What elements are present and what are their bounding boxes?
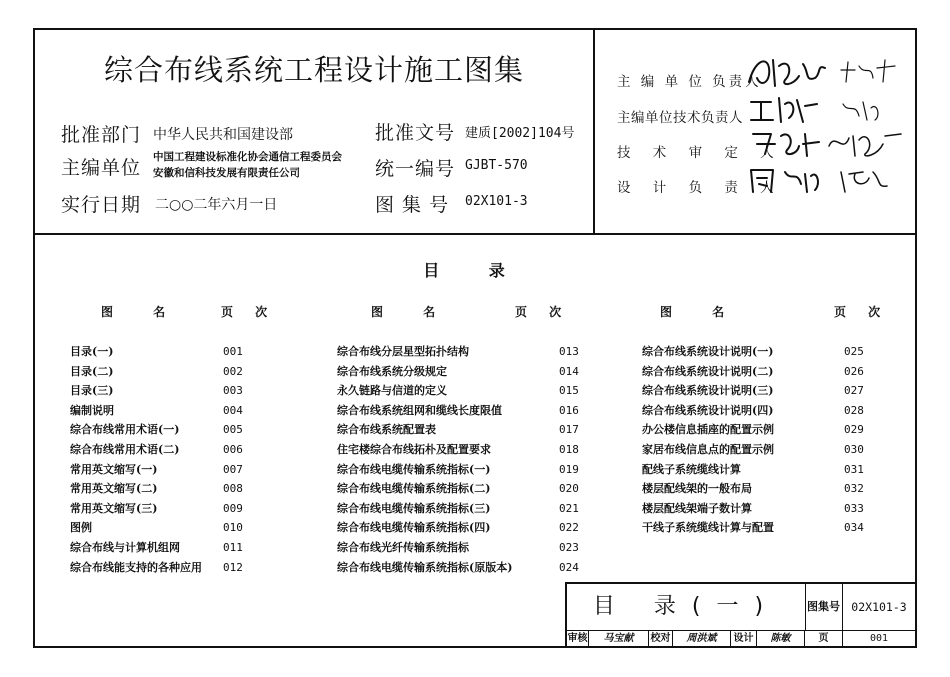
toc-entry[interactable] bbox=[337, 538, 579, 558]
toc-entry[interactable] bbox=[642, 499, 882, 519]
toc-entry[interactable] bbox=[337, 362, 579, 382]
toc-entry[interactable] bbox=[70, 460, 270, 480]
designer-signature: 陈敏 bbox=[757, 631, 805, 647]
toc-entry-page: 032 bbox=[844, 482, 864, 496]
toc-entry-page: 008 bbox=[223, 482, 243, 496]
col1-name-header: 图 名 bbox=[101, 305, 184, 319]
toc-entry[interactable] bbox=[70, 401, 270, 421]
toc-entry-page: 009 bbox=[223, 501, 243, 515]
toc-entry-page: 006 bbox=[223, 442, 243, 456]
atlas-no-label: 图 集 号 bbox=[375, 194, 450, 216]
toc-entry-title: 综合布线常用术语(二) bbox=[70, 442, 180, 456]
sheet-name: 目 录(一) bbox=[567, 584, 806, 630]
toc-entry-page: 023 bbox=[559, 540, 579, 554]
signature-chief-unit-lead bbox=[745, 52, 905, 92]
toc-entry[interactable] bbox=[70, 362, 270, 382]
col3-page-header: 页 次 bbox=[834, 305, 890, 319]
toc-entry-title: 常用英文缩写(二) bbox=[70, 482, 158, 496]
toc-entry-title: 综合布线电缆传输系统指标(三) bbox=[337, 501, 491, 515]
toc-entry-title: 常用英文缩写(一) bbox=[70, 462, 158, 476]
toc-entry-title: 综合布线能支持的各种应用 bbox=[70, 560, 202, 574]
toc-entry-title: 综合布线系统分级规定 bbox=[337, 364, 447, 378]
toc-entry[interactable] bbox=[642, 342, 882, 362]
toc-column-1 bbox=[70, 342, 270, 577]
toc-entry-title: 综合布线电缆传输系统指标(一) bbox=[337, 462, 491, 476]
toc-entry-title: 综合布线与计算机组网 bbox=[70, 540, 180, 554]
toc-entry[interactable] bbox=[642, 518, 882, 538]
toc-entry-title: 图例 bbox=[70, 521, 92, 535]
atlas-info-panel bbox=[35, 30, 593, 233]
toc-entry-title: 楼层配线架的一般布局 bbox=[642, 482, 752, 496]
toc-entry-page: 030 bbox=[844, 442, 864, 456]
toc-entry-title: 综合布线光纤传输系统指标 bbox=[337, 540, 469, 554]
toc-entry-title: 常用英文缩写(三) bbox=[70, 501, 158, 515]
toc-entry-title: 综合布线分层星型拓扑结构 bbox=[337, 345, 469, 358]
toc-entry[interactable] bbox=[70, 538, 270, 558]
tb-atlas-no-label: 图集号 bbox=[805, 584, 843, 630]
toc-entry-title: 综合布线常用术语(一) bbox=[70, 423, 180, 437]
toc-entry-page: 021 bbox=[559, 501, 579, 515]
designer-label: 设计 bbox=[731, 631, 757, 647]
toc-entry-title: 干线子系统缆线计算与配置 bbox=[642, 521, 774, 535]
toc-entry-page: 005 bbox=[223, 423, 243, 437]
toc-entry[interactable] bbox=[70, 499, 270, 519]
toc-entry-page: 007 bbox=[223, 462, 243, 476]
toc-entry-page: 018 bbox=[559, 442, 579, 456]
signature-chief-tech-lead bbox=[745, 92, 905, 126]
toc-entry-page: 022 bbox=[559, 521, 579, 535]
toc-entry-page: 003 bbox=[223, 384, 243, 398]
toc-entry-page: 013 bbox=[559, 345, 579, 358]
toc-entry-page: 004 bbox=[223, 403, 243, 417]
toc-entry[interactable] bbox=[642, 440, 882, 460]
toc-entry-title: 综合布线电缆传输系统指标(四) bbox=[337, 521, 491, 535]
unified-no-label: 统一编号 bbox=[375, 158, 456, 180]
toc-entry-title: 永久链路与信道的定义 bbox=[337, 384, 447, 398]
toc-entry-page: 027 bbox=[844, 384, 864, 398]
toc-entry-title: 办公楼信息插座的配置示例 bbox=[642, 423, 774, 437]
toc-entry-title: 综合布线系统配置表 bbox=[337, 423, 436, 437]
chief-tech-lead-label: 主编单位技术负责人 bbox=[617, 110, 743, 126]
toc-entry-page: 002 bbox=[223, 364, 243, 378]
toc-entry-title: 目录(一) bbox=[70, 345, 114, 358]
signature-design-lead bbox=[745, 162, 905, 198]
toc-entry[interactable] bbox=[642, 460, 882, 480]
toc-entry-page: 033 bbox=[844, 501, 864, 515]
toc-entry-page: 020 bbox=[559, 482, 579, 496]
design-lead-label: 设 计 负 责 人 bbox=[617, 180, 783, 196]
toc-entry-page: 014 bbox=[559, 364, 579, 378]
toc-entry-page: 015 bbox=[559, 384, 579, 398]
col2-name-header: 图 名 bbox=[371, 305, 454, 319]
toc-entry-title: 住宅楼综合布线拓朴及配置要求 bbox=[337, 442, 491, 456]
atlas-no: 02X101-3 bbox=[465, 194, 528, 209]
toc-entry-page: 019 bbox=[559, 462, 579, 476]
toc-entry-page: 026 bbox=[844, 364, 864, 378]
toc-entry-title: 综合布线系统设计说明(一) bbox=[642, 345, 774, 358]
unified-no: GJBT-570 bbox=[465, 158, 528, 173]
toc-entry-page: 031 bbox=[844, 462, 864, 476]
responsible-persons-panel bbox=[593, 30, 917, 233]
toc-entry-title: 综合布线系统设计说明(三) bbox=[642, 384, 774, 398]
col1-page-header: 页 次 bbox=[221, 305, 277, 319]
toc-entry[interactable] bbox=[642, 479, 882, 499]
toc-entry[interactable] bbox=[70, 479, 270, 499]
toc-entry[interactable] bbox=[337, 440, 579, 460]
toc-entry[interactable] bbox=[642, 362, 882, 382]
tb-page-label: 页 bbox=[805, 631, 843, 647]
toc-entry[interactable] bbox=[70, 381, 270, 401]
effective-date: 二○○二年六月一日 bbox=[155, 197, 278, 213]
toc-entry-title: 综合布线系统设计说明(四) bbox=[642, 403, 774, 417]
toc-entry[interactable] bbox=[337, 342, 579, 362]
toc-entry-title: 配线子系统缆线计算 bbox=[642, 462, 741, 476]
toc-entry-page: 011 bbox=[223, 540, 243, 554]
toc-entry-title: 综合布线电缆传输系统指标(原版本) bbox=[337, 560, 513, 574]
toc-entry-title: 综合布线系统组网和缆线长度限值 bbox=[337, 403, 502, 417]
atlas-header bbox=[35, 30, 915, 235]
toc-entry-page: 029 bbox=[844, 423, 864, 437]
toc-entry-title: 目录(二) bbox=[70, 364, 114, 378]
toc-entry[interactable] bbox=[337, 479, 579, 499]
toc-entry-page: 016 bbox=[559, 403, 579, 417]
toc-entry[interactable] bbox=[337, 518, 579, 538]
toc-entry[interactable] bbox=[70, 518, 270, 538]
toc-entry[interactable] bbox=[337, 460, 579, 480]
tb-atlas-no: 02X101-3 bbox=[851, 600, 907, 614]
toc-entry[interactable] bbox=[642, 381, 882, 401]
toc-entry[interactable] bbox=[70, 420, 270, 440]
toc-entry[interactable] bbox=[642, 401, 882, 421]
toc-entry-page: 028 bbox=[844, 403, 864, 417]
title-block bbox=[565, 582, 915, 646]
approval-doc: 建质[2002]104号 bbox=[465, 126, 575, 141]
toc-entry-page: 001 bbox=[223, 345, 243, 358]
toc-entry-title: 目录(三) bbox=[70, 384, 114, 398]
toc-entry-title: 家居布线信息点的配置示例 bbox=[642, 442, 774, 456]
toc-entry[interactable] bbox=[337, 401, 579, 421]
drawing-frame bbox=[33, 28, 917, 648]
checker-signature: 周洪斌 bbox=[673, 631, 731, 647]
col2-page-header: 页 次 bbox=[515, 305, 571, 319]
toc-entry-title: 综合布线电缆传输系统指标(二) bbox=[337, 482, 491, 496]
chief-editor-label: 主编单位 bbox=[61, 157, 142, 179]
toc-entry[interactable] bbox=[337, 381, 579, 401]
toc-entry[interactable] bbox=[70, 558, 270, 578]
toc-column-2 bbox=[337, 342, 579, 577]
signature-tech-reviewer bbox=[745, 126, 910, 162]
toc-column-3 bbox=[642, 342, 882, 538]
toc-entry-page: 012 bbox=[223, 560, 243, 574]
toc-entry-page: 025 bbox=[844, 345, 864, 358]
chief-editor-line1: 中国工程建设标准化协会通信工程委员会 bbox=[153, 151, 342, 163]
toc-entry[interactable] bbox=[337, 420, 579, 440]
reviewer-signature: 马宝献 bbox=[589, 631, 649, 647]
toc-title: 目 录 bbox=[423, 261, 527, 280]
approval-dept-label: 批准部门 bbox=[61, 124, 142, 146]
checker-label: 校对 bbox=[649, 631, 673, 647]
col3-name-header: 图 名 bbox=[660, 305, 743, 319]
approval-dept: 中华人民共和国建设部 bbox=[153, 127, 293, 143]
toc-entry-title: 综合布线系统设计说明(二) bbox=[642, 364, 774, 378]
tech-reviewer-label: 技 术 审 定 人 bbox=[617, 145, 783, 161]
atlas-title: 综合布线系统工程设计施工图集 bbox=[103, 53, 524, 87]
toc-entry-page: 034 bbox=[844, 521, 864, 535]
toc-entry-title: 编制说明 bbox=[70, 403, 114, 417]
signoff-row bbox=[567, 630, 915, 647]
toc-entry-page: 010 bbox=[223, 521, 243, 535]
chief-unit-lead-label: 主 编 单 位 负责人 bbox=[617, 74, 762, 90]
toc-entry-page: 024 bbox=[559, 560, 579, 574]
approval-doc-label: 批准文号 bbox=[375, 122, 456, 144]
effective-date-label: 实行日期 bbox=[61, 194, 142, 216]
tb-page-no: 001 bbox=[869, 633, 889, 644]
toc-entry[interactable] bbox=[70, 342, 270, 362]
reviewer-label: 审核 bbox=[567, 631, 589, 647]
chief-editor-line2: 安徽和信科技发展有限责任公司 bbox=[153, 167, 300, 179]
toc-entry-page: 017 bbox=[559, 423, 579, 437]
toc-entry[interactable] bbox=[642, 420, 882, 440]
toc-entry[interactable] bbox=[337, 499, 579, 519]
toc-entry[interactable] bbox=[70, 440, 270, 460]
toc-entry-title: 楼层配线架端子数计算 bbox=[642, 501, 752, 515]
toc-entry[interactable] bbox=[337, 558, 579, 578]
